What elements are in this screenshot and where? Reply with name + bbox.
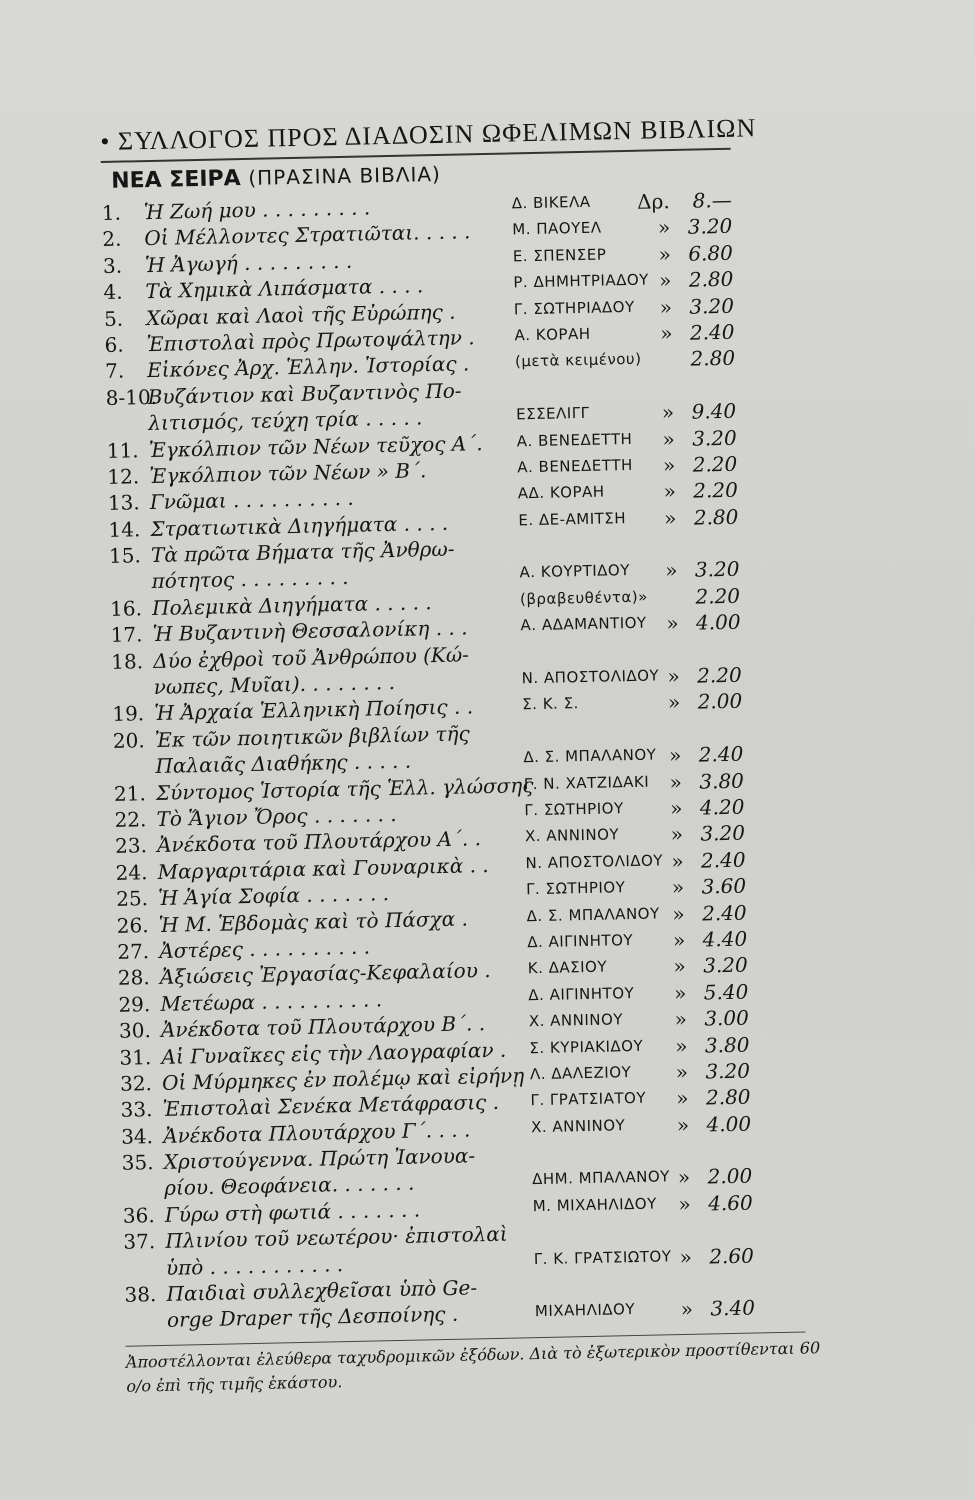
book-author: Ν. ΑΠΟΣΤΟΛΙΔΟΥ xyxy=(525,851,664,873)
book-title: λιτισμός, τεύχη τρία . . . . . xyxy=(148,405,423,436)
book-number: 20. xyxy=(112,728,145,753)
price-separator: » xyxy=(667,664,680,689)
price-separator: » xyxy=(669,795,683,821)
book-title: Γύρω στὴ φωτιά . . . . . . . xyxy=(164,1197,421,1227)
book-title: νωπες, Μυῖαι). . . . . . . . xyxy=(153,669,396,700)
book-author: Α. ΒΕΝΕΔΕΤΤΗ xyxy=(517,455,634,477)
book-title: Πλινίου τοῦ νεωτέρου· ἐπιστολαὶ xyxy=(165,1221,508,1254)
price-separator: » xyxy=(676,1086,689,1111)
book-title: Ἡ Ἀγωγή . . . . . . . . . xyxy=(144,248,353,277)
book-price: 2.20 xyxy=(692,451,738,477)
book-author: ΔΗΜ. ΜΠΑΛΑΝΟΥ xyxy=(531,1167,671,1189)
book-author: Γ. Κ. ΓΡΑΤΣΙΩΤΟΥ xyxy=(533,1246,672,1268)
price-separator: » xyxy=(671,875,685,900)
price-separator: » xyxy=(676,1112,690,1137)
book-title: ρίου. Θεοφάνεια. . . . . . . xyxy=(164,1171,415,1201)
book-author: (βραβευθέντα)» xyxy=(519,587,648,609)
book-title: Δύο ἐχθροὶ τοῦ Ἀνθρώπου (Κώ- xyxy=(152,642,470,673)
book-price: 2.20 xyxy=(693,478,739,503)
price-separator: » xyxy=(658,268,672,293)
price-separator: » xyxy=(678,1191,691,1216)
book-author: Μ. ΠΑΟΥΕΛ xyxy=(512,218,602,239)
book-price: 2.40 xyxy=(698,741,744,767)
series-name: ΝΕΑ ΣΕΙΡΑ xyxy=(110,166,241,194)
book-price: 3.20 xyxy=(691,425,737,451)
book-author: Δ. Σ. ΜΠΑΛΑΝΟΥ xyxy=(523,745,657,767)
book-number: 18. xyxy=(110,648,144,674)
book-price: 3.40 xyxy=(710,1295,756,1321)
book-author: Χ. ΑΝΝΙΝΟΥ xyxy=(524,825,620,846)
price-separator: » xyxy=(673,954,686,979)
book-number: 4. xyxy=(103,279,123,305)
book-price: 4.40 xyxy=(702,926,748,952)
book-title: Ἀνέκδοτα τοῦ Πλουτάρχου Α΄. . xyxy=(156,826,482,858)
price-separator: Δρ. xyxy=(636,189,670,214)
book-number: 16. xyxy=(109,596,143,621)
book-title: ὑπὸ . . . . . . . . . . . xyxy=(165,1251,344,1280)
book-price: 2.40 xyxy=(689,319,735,345)
book-title: Οἱ Μύρμηκες ἐν πολέμῳ καὶ εἰρήνῃ xyxy=(161,1063,525,1095)
book-title: Παλαιᾶς Διαθήκης . . . . . xyxy=(155,748,412,779)
price-separator: » xyxy=(662,426,675,451)
price-separator: » xyxy=(673,980,687,1005)
book-price: 2.80 xyxy=(693,504,739,530)
book-author: Α. ΑΔΑΜΑΝΤΙΟΥ xyxy=(520,613,647,635)
book-title: Εἰκόνες Ἀρχ. Ἑλλην. Ἱστορίας . xyxy=(146,351,470,383)
price-separator: » xyxy=(670,822,684,847)
book-number: 22. xyxy=(114,807,147,832)
book-list xyxy=(102,186,826,1335)
book-number: 26. xyxy=(116,912,149,938)
book-number: 31. xyxy=(119,1044,152,1070)
book-number: 37. xyxy=(123,1229,156,1254)
book-number: 11. xyxy=(106,437,139,463)
book-title: Ἀνέκδοτα Πλουτάρχου Γ΄. . . . xyxy=(162,1117,471,1148)
price-separator: » xyxy=(661,400,675,425)
price-separator: » xyxy=(671,848,684,873)
book-number: 36. xyxy=(122,1202,155,1228)
book-number: 34. xyxy=(120,1123,154,1149)
book-author: ΑΔ. ΚΟΡΑΗ xyxy=(517,482,605,503)
book-author: Σ. ΚΥΡΙΑΚΙΔΟΥ xyxy=(529,1036,644,1057)
price-separator: » xyxy=(663,505,677,530)
book-title: Βυζάντιον καὶ Βυζαντινὸς Πο- xyxy=(147,378,462,409)
book-author: Α. ΚΟΡΑΗ xyxy=(514,324,591,345)
book-title: Σύντομος Ἱστορία τῆς Ἑλλ. γλώσσης xyxy=(155,772,534,805)
price-separator: » xyxy=(663,479,677,504)
book-author: ΕΣΣΕΛΙΓΓ xyxy=(515,403,590,424)
book-title: Ἀνέκδοτα τοῦ Πλουτάρχου Β΄. . xyxy=(160,1011,486,1043)
book-price: 3.20 xyxy=(702,952,748,978)
book-price: 5.40 xyxy=(703,979,749,1005)
book-price: 2.00 xyxy=(707,1164,753,1189)
book-number: 12. xyxy=(107,464,140,489)
book-number: 32. xyxy=(119,1071,153,1096)
book-author: Μ. ΜΙΧΑΗΛΙΔΟΥ xyxy=(532,1194,657,1216)
book-number: 21. xyxy=(113,780,147,806)
book-author: Δ. ΒΙΚΕΛΑ xyxy=(511,192,591,213)
book-title: Παιδιαὶ συλλεχθεῖσαι ὑπὸ Ge- xyxy=(166,1275,478,1306)
book-author: ΜΙΧΑΗΛΙΔΟΥ xyxy=(534,1300,636,1321)
book-author: Χ. ΑΝΝΙΝΟΥ xyxy=(528,1010,624,1031)
book-price: 2.80 xyxy=(705,1084,751,1110)
book-price: 3.00 xyxy=(704,1005,750,1031)
book-price: 9.40 xyxy=(691,398,737,424)
book-price: 2.40 xyxy=(700,847,746,873)
price-separator: » xyxy=(659,321,673,346)
catalog-content xyxy=(100,110,827,1398)
price-separator: » xyxy=(658,241,672,267)
book-price: 2.40 xyxy=(701,900,747,926)
book-price: 3.20 xyxy=(700,821,746,846)
book-author: (μετὰ κειμένου) xyxy=(514,350,642,371)
price-separator: » xyxy=(677,1165,691,1190)
book-author: Α. ΚΟΥΡΤΙΔΟΥ xyxy=(519,561,631,582)
book-number: 23. xyxy=(114,833,148,859)
book-price: 2.80 xyxy=(688,266,734,292)
book-price: 8.— xyxy=(692,187,732,213)
book-number: 17. xyxy=(110,622,143,648)
book-title: Ἐκ τῶν ποιητικῶν βιβλίων τῆς xyxy=(154,721,470,752)
book-number: 2. xyxy=(102,226,122,252)
series-note: (ΠΡΑΣΙΝΑ ΒΙΒΛΙΑ) xyxy=(248,161,442,190)
price-separator: » xyxy=(667,690,681,715)
book-number: 38. xyxy=(124,1282,157,1307)
book-title: Στρατιωτικὰ Διηγήματα . . . . xyxy=(150,510,449,541)
book-number: 19. xyxy=(112,701,145,727)
book-title: Ἡ Βυζαντινὴ Θεσσαλονίκη . . . xyxy=(152,615,468,647)
book-author: Σ. Κ. Σ. xyxy=(522,694,580,714)
book-title: Ἐγκόλπιον τῶν Νέων τεῦχος Α΄. xyxy=(148,430,483,462)
book-number: 1. xyxy=(101,200,122,225)
book-title: Ἐγκόλπιον τῶν Νέων » Β΄. xyxy=(149,458,427,488)
book-author: Ε. ΣΠΕΝΣΕΡ xyxy=(512,245,607,266)
publisher-title: • ΣΥΛΛΟΓΟΣ ΠΡΟΣ ΔΙΑΔΟΣΙΝ ΩΦΕΛΙΜΩΝ ΒΙΒΛΙΩΝ xyxy=(100,113,757,156)
book-price: 4.20 xyxy=(699,794,745,820)
book-price: 3.20 xyxy=(687,214,733,240)
book-number: 15. xyxy=(108,543,142,568)
price-separator: » xyxy=(659,294,673,319)
book-author: Ε. ΔΕ-ΑΜΙΤΣΗ xyxy=(518,508,627,530)
book-price: 4.60 xyxy=(707,1190,753,1216)
book-price: 2.60 xyxy=(709,1243,755,1269)
book-title: πότητος . . . . . . . . . xyxy=(151,565,349,594)
price-separator: » xyxy=(668,743,682,768)
book-title: orge Draper τῆς Δεσποίνης . xyxy=(166,1302,459,1333)
book-title: Ἀστέρες . . . . . . . . . . xyxy=(159,934,371,963)
price-separator: » xyxy=(666,611,679,636)
book-title: Ἡ Ζωή μου . . . . . . . . . xyxy=(143,195,371,225)
book-author: Κ. ΔΑΣΙΟΥ xyxy=(527,957,608,978)
book-price: 2.80 xyxy=(690,346,736,372)
book-price: 2.20 xyxy=(696,662,742,688)
book-title: Ἀξιώσεις Ἐργασίας-Κεφαλαίου . xyxy=(159,958,491,990)
book-price: 4.00 xyxy=(695,609,741,635)
book-price: 4.00 xyxy=(706,1111,752,1137)
book-number: 6. xyxy=(104,332,124,357)
book-author: Α. ΒΕΝΕΔΕΤΤΗ xyxy=(516,429,633,450)
price-separator: » xyxy=(680,1297,694,1322)
book-price: 3.20 xyxy=(689,293,735,319)
book-author: Λ. ΔΑΛΕΖΙΟΥ xyxy=(529,1062,632,1084)
price-separator: » xyxy=(664,558,678,583)
book-title: Τὰ Χημικὰ Λιπάσματα . . . . xyxy=(145,273,424,304)
book-author: Γ. Ν. ΧΑΤΖΙΔΑΚΙ xyxy=(523,772,650,793)
price-separator: » xyxy=(662,452,676,478)
book-author: Δ. ΑΙΓΙΝΗΤΟΥ xyxy=(528,983,635,1004)
price-separator: » xyxy=(669,769,683,794)
book-title: Ἐπιστολαὶ πρὸς Πρωτοψάλτην . xyxy=(146,325,475,357)
book-title: Ἡ Ἀρχαία Ἑλληνικὴ Ποίησις . . xyxy=(154,694,474,726)
book-author: Ρ. ΔΗΜΗΤΡΙΑΔΟΥ xyxy=(513,270,650,292)
book-number: 14. xyxy=(108,516,141,542)
book-number: 8-10. xyxy=(105,384,158,410)
book-author: Δ. Σ. ΜΠΑΛΑΝΟΥ xyxy=(526,904,660,925)
book-price: 3.80 xyxy=(699,768,745,794)
book-number: 7. xyxy=(104,358,125,384)
book-author: Γ. ΓΡΑΤΣΙΑΤΟΥ xyxy=(530,1089,647,1110)
book-author: Γ. ΣΩΤΗΡΙΟΥ xyxy=(525,878,626,899)
publisher-title-text: ΣΥΛΛΟΓΟΣ ΠΡΟΣ ΔΙΑΔΟΣΙΝ ΩΦΕΛΙΜΩΝ ΒΙΒΛΙΩΝ xyxy=(117,113,757,156)
book-price: 6.80 xyxy=(688,240,734,266)
book-number: 33. xyxy=(120,1097,153,1123)
book-price: 3.60 xyxy=(701,873,747,899)
book-price: 3.20 xyxy=(694,557,740,583)
book-number: 13. xyxy=(107,490,140,516)
book-title: Χῶραι καὶ Λαοὶ τῆς Εὐρώπης . xyxy=(145,299,456,330)
book-price: 3.80 xyxy=(704,1032,750,1058)
book-author: Γ. ΣΩΤΗΡΙΑΔΟΥ xyxy=(513,297,635,318)
book-number: 25. xyxy=(115,886,149,911)
book-price: 2.20 xyxy=(695,583,741,609)
book-price: 2.00 xyxy=(697,689,743,715)
book-author: Δ. ΑΙΓΙΝΗΤΟΥ xyxy=(527,930,634,952)
book-number: 29. xyxy=(118,991,151,1017)
price-separator: » xyxy=(672,927,686,953)
book-title: Ἐπιστολαὶ Σενέκα Μετάφρασις . xyxy=(162,1090,500,1122)
book-number: 5. xyxy=(103,306,124,331)
shipping-footnote: Ἀποστέλλονται ἐλεύθερα ταχυδρομικῶν ἐξόδων. Διὰ τὸ ἐξωτερικὸν προστίθενται 60 ο/ο ἐπὶ τῆς τιμῆς ἑκάστου. xyxy=(125,1337,821,1396)
book-number: 30. xyxy=(118,1018,152,1043)
price-separator: » xyxy=(657,215,671,240)
book-number: 3. xyxy=(102,253,123,278)
book-title: Ἡ Μ. Ἑβδομὰς καὶ τὸ Πάσχα . xyxy=(158,906,469,937)
book-title: Τὰ πρῶτα Βήματα τῆς Ἀνθρω- xyxy=(150,536,455,568)
book-title: Γνῶμαι . . . . . . . . . . xyxy=(149,486,354,515)
book-title: Τὸ Ἅγιον Ὄρος . . . . . . . xyxy=(156,801,397,831)
book-number: 28. xyxy=(117,965,150,991)
book-number: 24. xyxy=(115,859,148,885)
book-title: Οἱ Μέλλοντες Στρατιῶται. . . . . xyxy=(144,219,471,251)
book-author: Γ. ΣΩΤΗΡΙΟΥ xyxy=(524,799,624,820)
book-author: Ν. ΑΠΟΣΤΟΛΙΔΟΥ xyxy=(521,666,660,688)
book-title: Αἱ Γυναῖκες εἰς τὴν Λαογραφίαν . xyxy=(161,1037,507,1069)
price-separator: » xyxy=(675,1059,689,1085)
book-price: 3.20 xyxy=(705,1058,751,1084)
book-title: Μετέωρα . . . . . . . . . . xyxy=(160,987,383,1016)
price-separator: » xyxy=(679,1244,693,1269)
price-separator: » xyxy=(674,1007,688,1032)
price-separator: » xyxy=(674,1033,688,1058)
book-title: Πολεμικὰ Διηγήματα . . . . . xyxy=(151,590,432,620)
book-title: Ἡ Ἁγία Σοφία . . . . . . . xyxy=(157,881,390,911)
book-author: Χ. ΑΝΝΙΝΟΥ xyxy=(530,1115,626,1136)
price-separator: » xyxy=(672,901,685,926)
book-number: 35. xyxy=(121,1150,154,1175)
book-title: Μαργαριτάρια καὶ Γουναρικὰ . . xyxy=(157,852,489,884)
book-number: 27. xyxy=(117,939,150,964)
book-title: Χριστούγεννα. Πρώτη Ἰανουα- xyxy=(163,1143,476,1174)
